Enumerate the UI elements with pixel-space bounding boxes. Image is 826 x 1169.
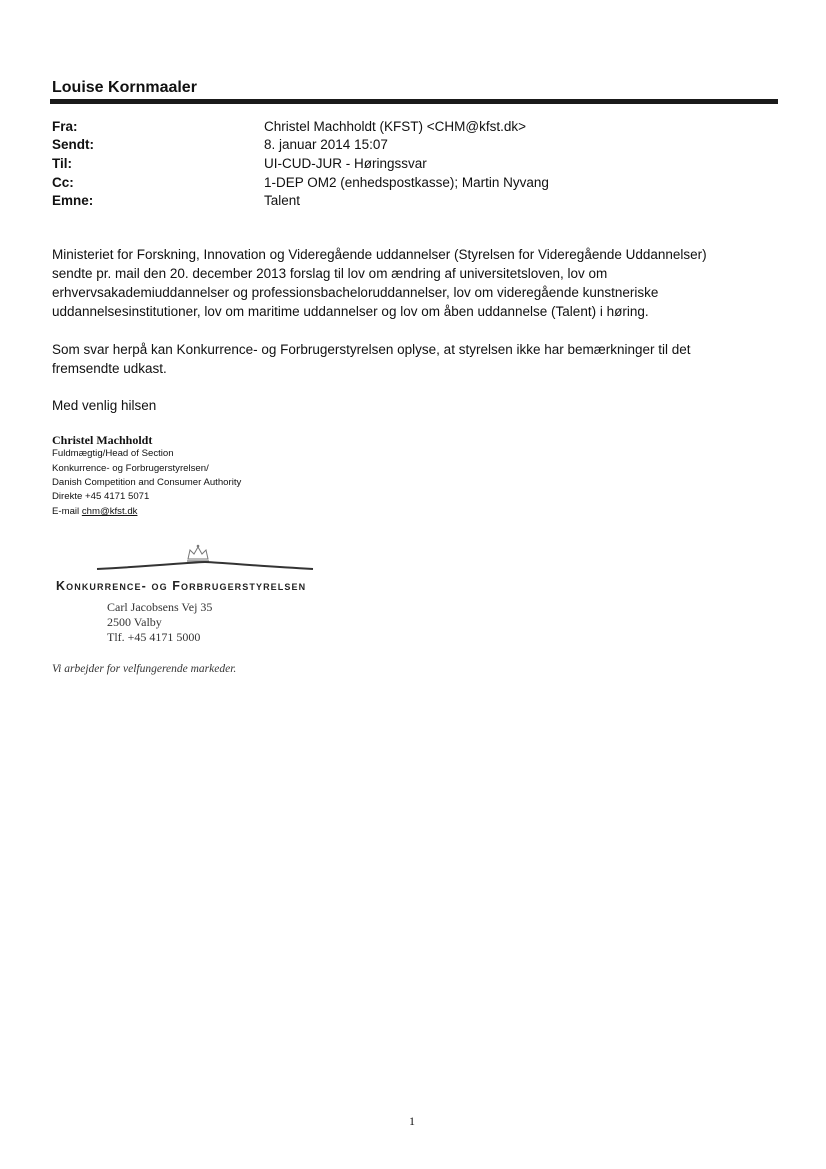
page-number: 1 — [409, 1114, 415, 1128]
signature-name: Christel Machholdt — [52, 433, 153, 447]
signature-org-da: Konkurrence- og Forbrugerstyrelsen/ — [52, 463, 209, 474]
signature-email-prefix: E-mail — [52, 506, 82, 517]
header-label-subject: Emne: — [52, 193, 94, 208]
signature-title: Fuldmægtig/Head of Section — [52, 448, 174, 459]
body-paragraph-1 — [52, 245, 752, 321]
header-label-sent: Sendt: — [52, 137, 94, 152]
logo-address-city: 2500 Valby — [107, 615, 162, 629]
header-value-from: Christel Machholdt (KFST) <CHM@kfst.dk> — [264, 119, 527, 134]
signature-org-en: Danish Competition and Consumer Authority — [52, 477, 242, 488]
logo-swoosh — [95, 559, 315, 571]
header-rule — [50, 99, 778, 104]
logo-address-phone: Tlf. +45 4171 5000 — [107, 630, 201, 644]
header-label-cc: Cc: — [52, 175, 74, 190]
header-value-to: UI-CUD-JUR - Høringssvar — [264, 156, 427, 171]
logo-org-name: Konkurrence- og Forbrugerstyrelsen — [56, 579, 307, 593]
logo-motto: Vi arbejder for velfungerende markeder. — [52, 663, 237, 675]
body-paragraph-1-line: Ministeriet for Forskning, Innovation og Videregående uddannelser (Styrelsen for Videregående Uddannelser) — [52, 247, 707, 262]
logo-address-street: Carl Jacobsens Vej 35 — [107, 600, 213, 614]
header-label-from: Fra: — [52, 119, 78, 134]
body-paragraph-2-line: Som svar herpå kan Konkurrence- og Forbrugerstyrelsen oplyse, at styrelsen ikke har bemærkninger til det — [52, 342, 691, 357]
header-value-cc: 1-DEP OM2 (enhedspostkasse); Martin Nyvang — [264, 175, 549, 190]
signature-direct-phone: Direkte +45 4171 5071 — [52, 491, 150, 502]
body-paragraph-1-line: sendte pr. mail den 20. december 2013 forslag til lov om ændring af universitetsloven, lov om — [52, 266, 608, 281]
header-label-to: Til: — [52, 156, 72, 171]
signature-email-link[interactable]: chm@kfst.dk — [81, 506, 138, 517]
body-paragraph-2 — [52, 340, 752, 378]
header-value-sent: 8. januar 2014 15:07 — [264, 137, 388, 152]
body-paragraph-2-line: fremsendte udkast. — [52, 361, 167, 376]
closing-greeting: Med venlig hilsen — [52, 398, 157, 413]
document-owner: Louise Kornmaaler — [52, 79, 197, 96]
header-value-subject: Talent — [264, 193, 301, 208]
body-paragraph-1-line: erhvervsakademiuddannelser og professionsbacheloruddannelser, lov om videregående kunstneriske — [52, 285, 659, 300]
body-paragraph-1-line: uddannelsesinstitutioner, lov om maritime uddannelser og lov om åben uddannelse (Talent) i høring. — [52, 304, 649, 319]
signature-email-line — [52, 506, 137, 517]
